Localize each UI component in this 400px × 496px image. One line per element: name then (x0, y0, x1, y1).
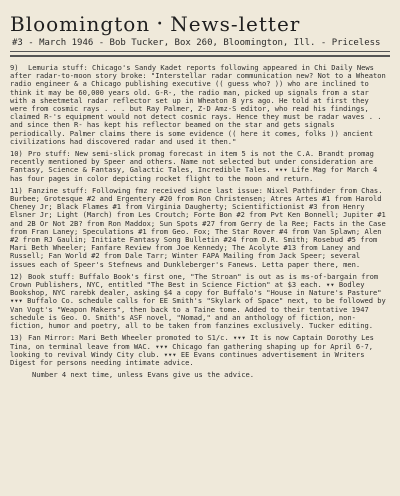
item-number: 11) (10, 185, 23, 195)
item-fanzine-stuff (10, 187, 390, 269)
item-number: 12) (10, 271, 23, 281)
footer-note: Number 4 next time, unless Evans give us the advice. (32, 370, 255, 380)
masthead-title-right: News-letter (170, 12, 301, 36)
item-text: Fanzine stuff: Following fmz received since last issue: Nixel Pathfinder from Chas. Burbee; Grotesque #2 and Ergentery #20 from Ron Christensen; Atres Artes #1 from Harold Cheney Jr; Black Flames #1 from Virginia Daugherty; Scientifictionist #3 from Henry Elsner Jr; Light (March) from Les Croutch; Forte Bon #2 from Pvt Ken Bonnell; Jupiter #1 and 2B Or Not 2B? from Ron Maddox; Sun Spots #27 from Gerry de la Ree; Facts in the Case from Fran Laney; Speculations #1 from Geo. Fox; The Star Rover #4 from Van Splawn; Alen #2 from RJ Gaulin; Initiate Fantasy Song Bulletin #24 from D.R. Smith; Rosebud #5 from Mari Beth Wheeler; Fanfare Review from Joe Kennedy; The Acolyte #13 from Laney and Russell; Fan World #2 from Dale Tarr; Winter FAPA Mailing from Jack Speer; several issues each of Speer's Stefnews and Dunkleberger's Fanews. Letta paper there, men. (10, 185, 386, 269)
issue-line: #3 - March 1946 - Bob Tucker, Box 260, Bloomington, Ill. - Priceless (12, 38, 381, 48)
item-number: 13) (10, 333, 23, 343)
masthead-title-left: Bloomington (10, 12, 151, 36)
header-rule (10, 56, 390, 57)
item-book-stuff (10, 273, 390, 330)
item-fan-mirror (10, 334, 390, 367)
item-lemuria (10, 64, 390, 146)
newsletter-body (10, 64, 390, 492)
item-text: Book stuff: Buffalo Book's first one, "The Stroan" is out as is ms-of-bargain from Crown Publishers, NYC, entitled "The Best in Science Fiction" at $3 each. ▾▾ Bodley Bookshop, NYC rarebk dealer, asking $4 a copy for Buffalo's "House in Nature's Pasture" ▾▾▾ Buffalo Co. schedule calls for EE Smith's "Skylark of Space" next, to be followed by Van Vogt's "Weapon Makers", then back to a Taine tome. Added to their tentative 1947 schedule is Geo. O. Smith's ASF novel, "Nomad," and an anthology of fiction, non-fiction, humor and poetry, all to be taken from fanzines exclusively. Tucker editing. (10, 271, 386, 331)
item-number: 10) (10, 149, 23, 159)
item-text: Pro stuff: New semi-slick promag forecast in item 5 is not the C.A. Brandt promag recently mentioned by Speer and others. Name not selected but under consideration are Fantasy, Science & Fantasy, Galactic Tales, Incredible Tales. ▾▾▾ Life Mag for March 4 has four pages in color depicting rocket flight to the moon and return. (10, 149, 378, 183)
masthead-separator-icon: · (156, 12, 165, 37)
masthead (10, 12, 390, 38)
item-pro-stuff (10, 150, 390, 183)
item-number: 9) (10, 64, 19, 72)
header-rule (10, 51, 390, 52)
item-text: Fan Mirror: Mari Beth Wheeler promoted to S1/c. ▾▾▾ It is now Captain Dorothy Les Tina, on terminal leave from WAC. ▾▾▾ Chicago fan gathering shaping up for April 6-7, looking to revival Windy City club. ▾▾▾ EE Evans continues advertisement in Writers Digest for persons needing intimate advice. (10, 333, 374, 367)
item-text: Lemuria stuff: Chicago's Sandy Kadet reports following appeared in Chi Daily News after radar-to-moon story broke: "Interstellar radar communication new? Not to a Wheaton radio engineer & a Chicago publishing executive (( guess who? )) who are inclined to think it may be 60,000 years old. G-R-, the radio man, picked up signals from a star with a sheetmetal radar reflector set up in Wheaton 8 yrs ago. He told at first they were from cosmic rays . . . but Ray Palmer, Z-D Amz-S editor, who read his findings, claimed R-'s equipment would not detect cosmic rays. Hence they must be radar waves . . and since then R- has kept his reflector beamed on the star and gets signals periodically. Palmer claims there is some evidence (( here it comes, folks )) ancient civilizations had discovered radar and used it then." (10, 64, 386, 146)
